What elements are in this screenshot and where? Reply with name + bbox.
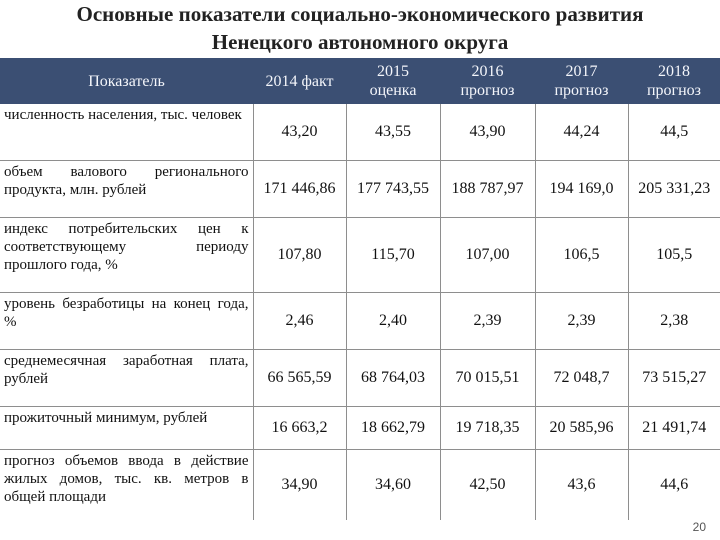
indicators-table — [0, 58, 720, 520]
cell-value: 2,46 — [253, 293, 346, 350]
cell-value: 2,39 — [535, 293, 628, 350]
cell-value: 43,90 — [440, 104, 535, 161]
cell-value: 107,00 — [440, 218, 535, 293]
slide-title — [0, 0, 720, 56]
cell-value: 106,5 — [535, 218, 628, 293]
cell-value: 2,38 — [628, 293, 720, 350]
cell-value: 34,60 — [346, 450, 440, 521]
table-row — [0, 293, 720, 350]
cell-value: 20 585,96 — [535, 407, 628, 450]
cell-value: 68 764,03 — [346, 350, 440, 407]
header-2016: 2016 прогноз — [440, 58, 535, 104]
table-row — [0, 450, 720, 521]
row-label: объем валового регионального продукта, млн. рублей — [0, 161, 253, 218]
table-row — [0, 104, 720, 161]
cell-value: 171 446,86 — [253, 161, 346, 218]
title-line-1: Основные показатели социально-экономического развития — [76, 2, 644, 26]
cell-value: 42,50 — [440, 450, 535, 521]
cell-value: 107,80 — [253, 218, 346, 293]
table-row — [0, 407, 720, 450]
cell-value: 16 663,2 — [253, 407, 346, 450]
row-label: прогноз объемов ввода в действие жилых домов, тыс. кв. метров в общей площади — [0, 450, 253, 521]
title-line-2: Ненецкого автономного округа — [211, 30, 509, 54]
cell-value: 44,24 — [535, 104, 628, 161]
row-label: прожиточный минимум, рублей — [0, 407, 253, 450]
cell-value: 34,90 — [253, 450, 346, 521]
cell-value: 105,5 — [628, 218, 720, 293]
row-label: численность населения, тыс. человек — [0, 104, 253, 161]
header-2017: 2017 прогноз — [535, 58, 628, 104]
cell-value: 115,70 — [346, 218, 440, 293]
cell-value: 44,6 — [660, 476, 689, 493]
cell-value: 72 048,7 — [535, 350, 628, 407]
table-header-row — [0, 58, 720, 104]
cell-value: 21 491,74 — [628, 407, 720, 450]
cell-value: 44,5 — [628, 104, 720, 161]
cell-value: 2,40 — [346, 293, 440, 350]
header-2018: 2018 прогноз — [628, 58, 720, 104]
cell-value: 19 718,35 — [440, 407, 535, 450]
row-label: уровень безработицы на конец года, % — [0, 293, 253, 350]
table-row — [0, 350, 720, 407]
header-2015: 2015 оценка — [346, 58, 440, 104]
row-label: среднемесячная заработная плата, рублей — [0, 350, 253, 407]
row-label: индекс потребительских цен к соответствующему периоду прошлого года, % — [0, 218, 253, 293]
cell-value: 43,6 — [535, 450, 628, 521]
cell-value: 194 169,0 — [535, 161, 628, 218]
header-indicator: Показатель — [0, 58, 253, 104]
cell-value: 188 787,97 — [440, 161, 535, 218]
cell-value: 73 515,27 — [628, 350, 720, 407]
cell-value: 205 331,23 — [628, 161, 720, 218]
page-number: 20 — [692, 520, 706, 534]
header-2014: 2014 факт — [253, 58, 346, 104]
table-row — [0, 218, 720, 293]
cell-value: 43,55 — [346, 104, 440, 161]
cell-value: 66 565,59 — [253, 350, 346, 407]
cell-value: 70 015,51 — [440, 350, 535, 407]
table-row — [0, 161, 720, 218]
cell-value: 2,39 — [440, 293, 535, 350]
cell-value: 43,20 — [253, 104, 346, 161]
cell-value: 18 662,79 — [346, 407, 440, 450]
cell-value: 177 743,55 — [346, 161, 440, 218]
